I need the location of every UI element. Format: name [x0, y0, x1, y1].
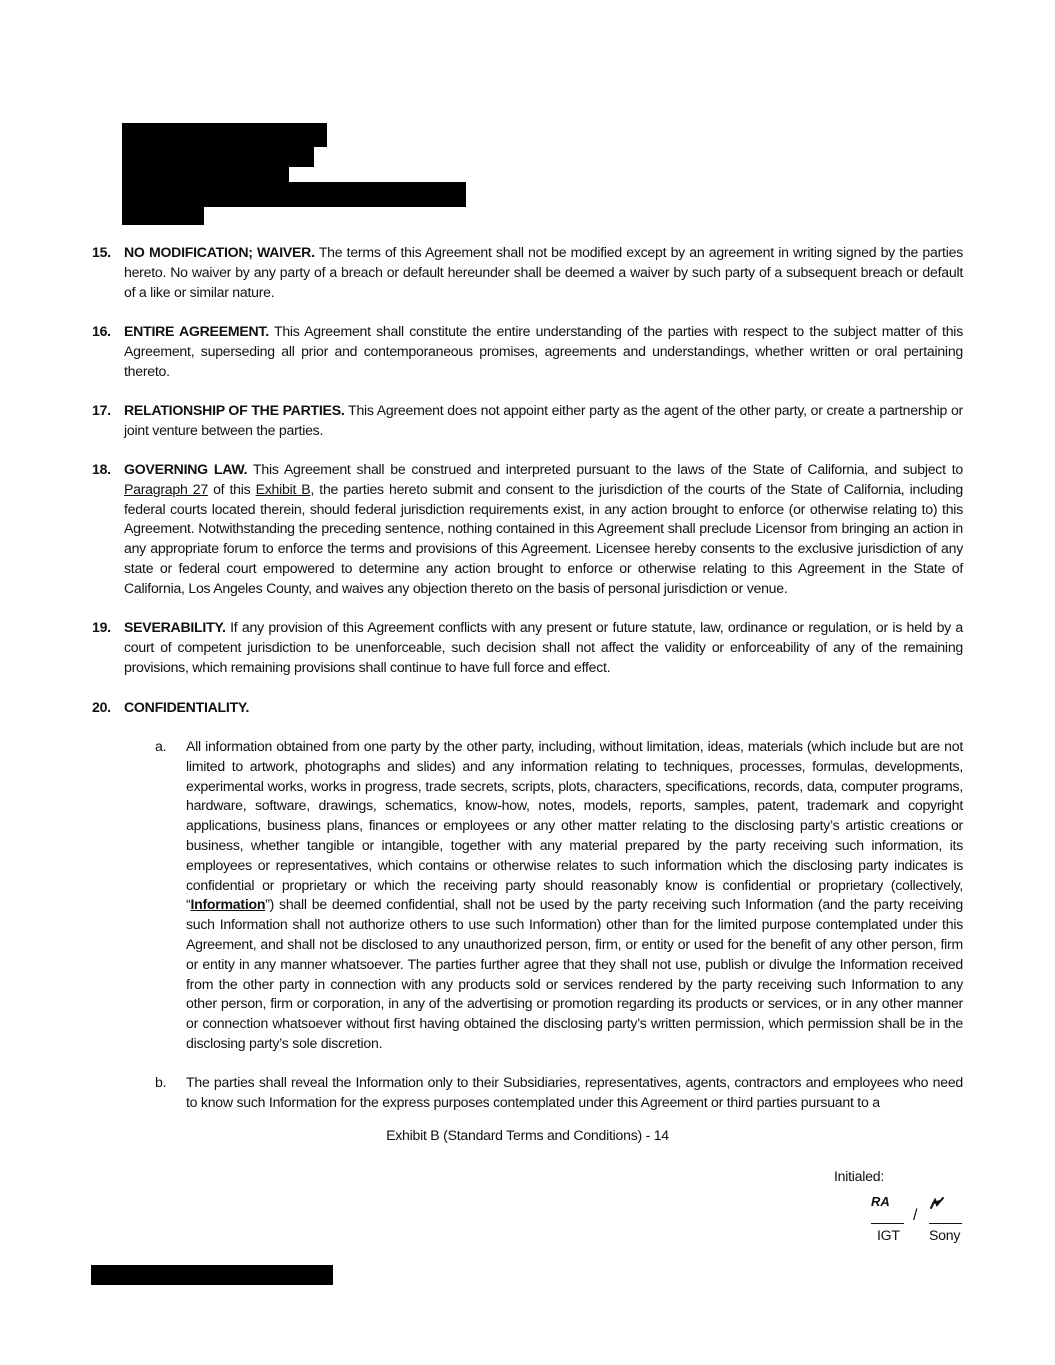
subsection-b	[155, 1073, 963, 1113]
section-19	[92, 618, 963, 677]
section-number: 15.	[92, 244, 111, 260]
section-text: , the parties hereto submit and consent to the jurisdiction of the courts of the State of California, including federal courts located therein, should federal jurisdiction requirements exist, in any action brought to enforce (or otherwise relating to) this Agreement. Notwithstanding the preceding sentence, nothing contained in this Agreement shall preclude Licensor from bringing an action in any appropriate forum to enforce the terms and provisions of this Agreement. Licensee hereby consents to the exclusive jurisdiction of any state or federal court empowered to determine any action brought to enforce or otherwise relating to this Agreement in the State of California, Los Angeles County, and waives any objection thereto on the basis of personal jurisdiction or venue.	[124, 480, 963, 596]
subsection-letter: a.	[155, 738, 167, 754]
sony-label: Sony	[929, 1227, 961, 1243]
subsection-text: The parties shall reveal the Information only to their Subsidiaries, representatives, agents, contractors and employees who need to know such Information for the express purposes contemplated under this Agreement or third parties pursuant to a	[186, 1074, 963, 1110]
section-18	[92, 460, 963, 599]
section-text: This Agreement shall constitute the entire understanding of the parties with respect to the subject matter of this Agreement, superseding all prior and contemporaneous promises, agreements and understandings, whether written or oral pertaining thereto.	[124, 323, 963, 379]
defined-term-information: Information	[190, 896, 266, 913]
section-number: 19.	[92, 619, 111, 635]
subsection-letter: b.	[155, 1074, 167, 1090]
sony-initial-line	[929, 1223, 962, 1224]
section-text: of this	[207, 480, 256, 497]
redaction-block-header	[122, 182, 466, 207]
paragraph-27-reference: Paragraph 27	[124, 480, 208, 497]
section-heading: RELATIONSHIP OF THE PARTIES.	[124, 402, 345, 418]
section-text: This Agreement shall be construed and interpreted pursuant to the laws of the State of California, and subject to	[247, 461, 963, 477]
subsection-text: ”) shall be deemed confidential, shall not be used by the party receiving such Information (and the party receiving such Information shall not authorize others to use such Information) other than for the limited purpose contemplated under this Agreement, and shall not be disclosed to any unauthorized person, firm, or entity or used for the benefit of any other person, firm or entity in any manner whatsoever. The parties further agree that they shall not use, publish or divulge the Information received from the other party in connection with any products sold or services rendered by the party receiving such Information to any other person, firm or corporation, in any of the advertising or promotion regarding its products or services, or in any other manner or connection whatsoever without first having obtained the disclosing party’s written permission, which permission shall be in the disclosing party’s sole discretion.	[186, 896, 963, 1051]
section-16	[92, 322, 963, 381]
section-15	[92, 243, 963, 302]
exhibit-b-reference: Exhibit B	[255, 480, 311, 497]
section-heading: SEVERABILITY.	[124, 619, 226, 635]
section-heading: CONFIDENTIALITY.	[124, 699, 250, 715]
section-number: 16.	[92, 323, 111, 339]
section-heading: GOVERNING LAW.	[124, 461, 248, 477]
subsection-text: All information obtained from one party by the other party, including, without limitation, ideas, materials (which include but are not limited to artwork, photographs and slides) and any information relating to techniques, processes, formulas, developments, experimental works, works in progress, trade secrets, scripts, plots, characters, specifications, records, data, computer programs, hardware, software, drawings, schematics, know-how, notes, models, reports, samples, patent, trademark and copyright applications, business plans, finances or employees or any other matter relating to the disclosing party’s artistic creations or business, whether tangible or intangible, together with any material prepared by the party receiving such information, its employees or representatives, which contains or otherwise relates to such information which the disclosing party indicates is confidential or proprietary or which the receiving party should reasonably know is confidential or proprietary (collectively, “	[186, 738, 963, 913]
igt-label: IGT	[877, 1227, 900, 1243]
page-footer: Exhibit B (Standard Terms and Conditions) - 14	[386, 1127, 669, 1143]
redaction-block-header	[122, 123, 327, 147]
section-heading: NO MODIFICATION; WAIVER.	[124, 244, 315, 260]
section-17	[92, 401, 963, 441]
igt-initial-line	[871, 1223, 904, 1224]
redaction-block-header	[122, 207, 204, 225]
section-text: This Agreement does not appoint either party as the agent of the other party, or create a partnership or joint venture between the parties.	[124, 402, 963, 438]
sony-initials-signature-mark	[929, 1196, 947, 1210]
initials-separator: /	[913, 1207, 918, 1224]
section-text: The terms of this Agreement shall not be modified except by an agreement in writing signed by the parties hereto. No waiver by any party of a breach or default hereunder shall be deemed a waiver by such party of a subsequent breach or default of a like or similar nature.	[124, 244, 963, 300]
section-heading: ENTIRE AGREEMENT.	[124, 323, 269, 339]
igt-initials-signature: RA	[871, 1194, 890, 1209]
redaction-block-header	[122, 167, 289, 182]
initialed-label: Initialed:	[834, 1168, 884, 1184]
section-20	[92, 698, 963, 718]
section-number: 18.	[92, 461, 111, 477]
subsection-a	[155, 737, 963, 1054]
redaction-block-header	[122, 147, 314, 167]
section-number: 17.	[92, 402, 111, 418]
section-text: If any provision of this Agreement conflicts with any present or future statute, law, ordinance or regulation, or is held by a court of competent jurisdiction to be unenforceable, such decision shall not affect the validity or enforceability of any of the remaining provisions, which remaining provisions shall continue to have full force and effect.	[124, 619, 963, 675]
section-number: 20.	[92, 699, 111, 715]
redaction-block-footer	[91, 1265, 333, 1285]
